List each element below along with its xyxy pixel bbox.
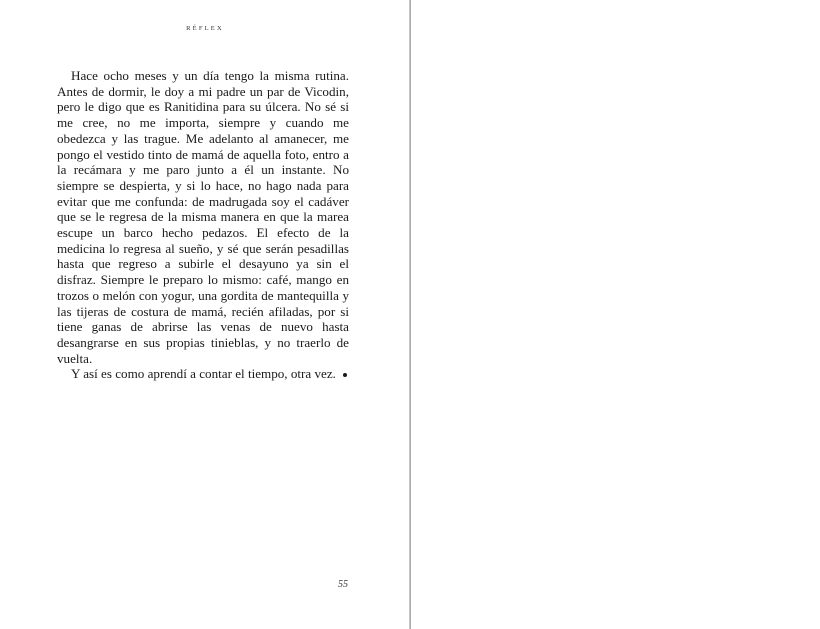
right-page-blank <box>412 0 820 629</box>
book-gutter <box>409 0 411 629</box>
running-head: RÉFLEX <box>186 25 224 32</box>
section-end-bullet-icon <box>343 373 347 377</box>
closing-sentence: Y así es como aprendí a contar el tiempo, otra vez. <box>71 366 336 382</box>
body-text <box>57 68 349 382</box>
closing-paragraph <box>57 366 349 382</box>
paragraph: Hace ocho meses y un día tengo la misma rutina. Antes de dormir, le doy a mi padre un par de Vicodin, pero le digo que es Ranitidina para su úlcera. No sé si me cree, no me importa, siempre y cuando me obedezca y las trague. Me adelanto al amanecer, me pongo el vestido tinto de mamá de aquella foto, entro a la recámara y me paro junto a él un instante. No siempre se despierta, y si lo hace, no hago nada para evitar que me confunda: de madrugada soy el cadáver que se le regresa de la misma manera en que la marea escupe un barco hecho pedazos. El efecto de la medicina lo regresa al sueño, y sé que serán pesadillas hasta que regreso a subirle el desayuno ya sin el disfraz. Siempre le preparo lo mismo: café, mango en trozos o melón con yogur, una gordita de mantequilla y las tijeras de costura de mamá, recién afiladas, por si tiene ganas de abrirse las venas de nuevo hasta desangrarse en sus propias tinieblas, y no traerlo de vuelta. <box>57 68 349 366</box>
page-number: 55 <box>338 579 348 590</box>
